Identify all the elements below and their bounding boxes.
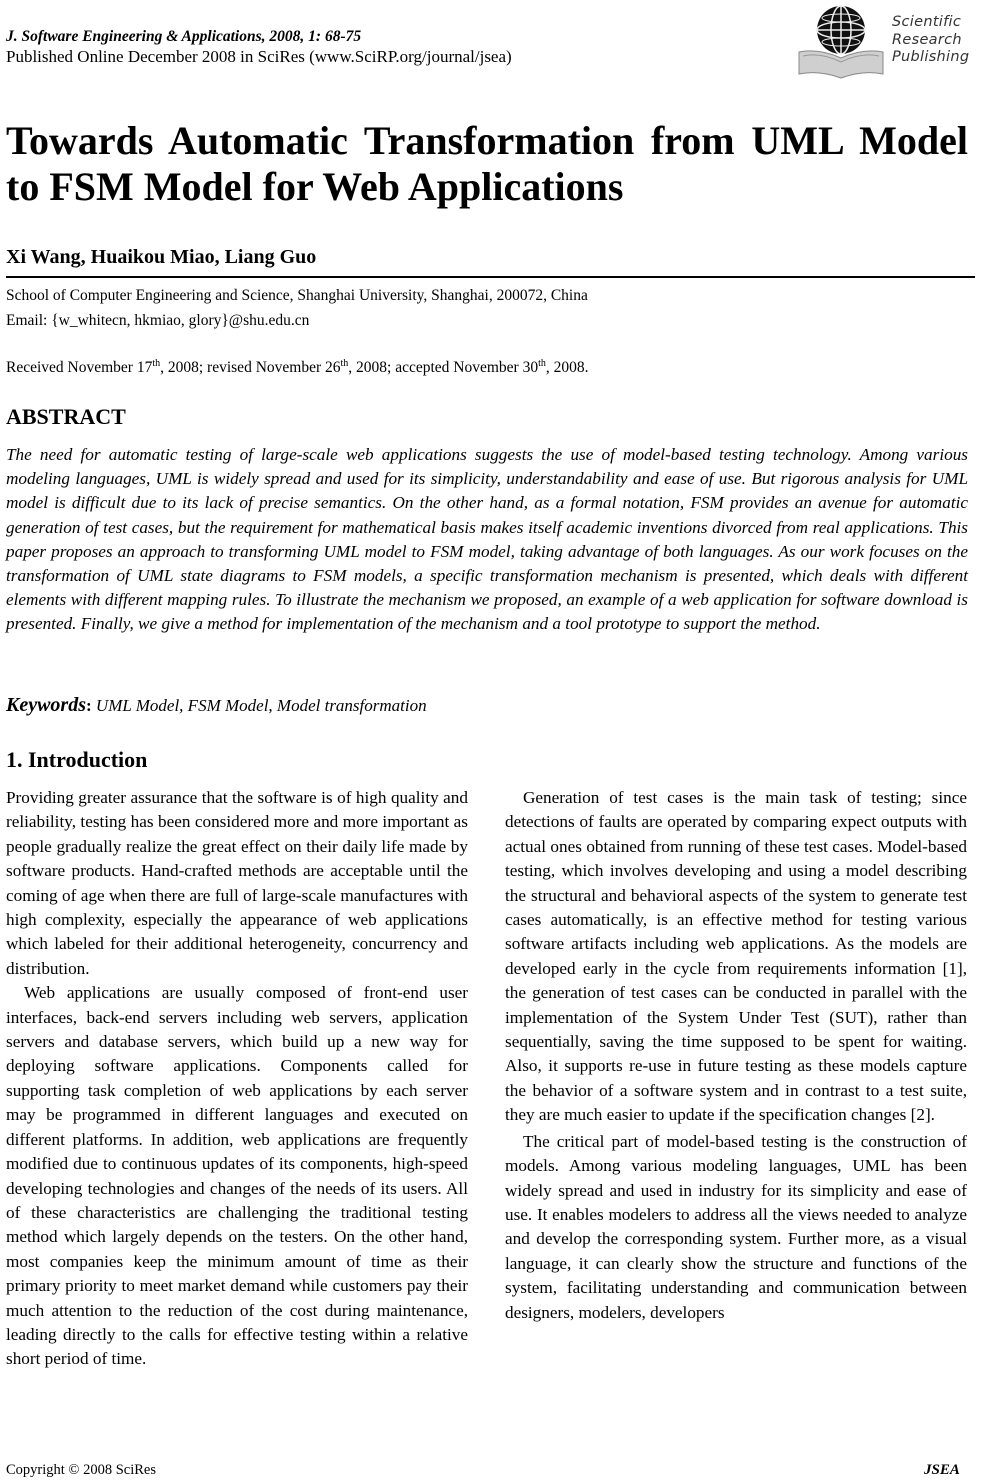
header-divider bbox=[6, 276, 975, 278]
paper-title: Towards Automatic Transformation from UML Model to FSM Model for Web Applications bbox=[6, 118, 968, 209]
published-online-line: Published Online December 2008 in SciRes (www.SciRP.org/journal/jsea) bbox=[6, 47, 512, 66]
footer-copyright: Copyright © 2008 SciRes bbox=[6, 1462, 156, 1478]
footer-journal-abbrev: JSEA bbox=[924, 1462, 960, 1478]
journal-citation bbox=[6, 28, 361, 46]
author-email: Email: {w_whitecn, hkmiao, glory}@shu.edu.cn bbox=[6, 312, 310, 329]
affiliation: School of Computer Engineering and Science, Shanghai University, Shanghai, 200072, China bbox=[6, 287, 588, 304]
journal-volume-pages: , 2008, 1: 68-75 bbox=[261, 28, 362, 45]
abstract-text: The need for automatic testing of large-scale web applications suggests the use of model-based testing technology. Among various modeling languages, UML is widely spread and used for its simplicity, understandability and ease of use. But rigorous analysis for UML model is difficult due to its lack of precise semantics. On the other hand, as a formal notation, FSM provides an avenue for automatic generation of test cases, but the requirement for mathematical basis makes itself academic inventions divorced from real applications. This paper proposes an approach to transforming UML model to FSM model, taking advantage of both languages. As our work focuses on the transformation of UML state diagrams to FSM models, a specific transformation mechanism is presented, which deals with different elements with different mapping rules. To illustrate the mechanism we proposed, an example of a web application for software download is presented. Finally, we give a method for implementation of the mechanism and a tool prototype to support the method. bbox=[6, 445, 968, 634]
section-heading-introduction: 1. Introduction bbox=[6, 747, 148, 772]
right-column bbox=[505, 786, 967, 1327]
keywords-label: Keywords bbox=[6, 694, 86, 716]
globe-book-icon bbox=[797, 0, 887, 80]
paragraph: Web applications are usually composed of front-end user interfaces, back-end servers including web servers, application servers and database servers, which build up a new way for deploying software applications. Components called for supporting task completion of web applications by each server may be programmed in different languages and executed on different platforms. In addition, web applications are frequently modified due to continuous updates of its components, high-speed developing technologies and changes of the needs of its users. All of these characteristics are challenging the traditional testing method which largely depends on the testers. On the other hand, most companies keep the minimum amount of time as their primary priority to meet market demand while customers pay their much attention to the reduction of the cost during maintenance, leading directly to the calls for effective testing within a relative short period of time. bbox=[6, 983, 468, 1369]
keywords-line: Keywords: UML Model, FSM Model, Model transformation bbox=[6, 694, 427, 716]
paragraph: Providing greater assurance that the software is of high quality and reliability, testing has been considered more and more important as people gradually realize the great effect on their daily life made by software products. Hand-crafted methods are acceptable until the coming of age when there are full of large-scale manufactures with high complexity, especially the appearance of web applications which labeled for their additional heterogeneity, concurrency and distribution. bbox=[6, 788, 468, 978]
author-list: Xi Wang, Huaikou Miao, Liang Guo bbox=[6, 246, 317, 268]
paragraph: Generation of test cases is the main task of testing; since detections of faults are operated by comparing expect outputs with actual ones obtained from running of these test cases. Model-based testing, which involves developing and using a model describing the structural and behavioral aspects of the system to generate test cases automatically, is an effective method for testing various software artifacts including web applications. As the models are developed early in the cycle from requirements information [1], the generation of test cases can be conducted in parallel with the implementation of the System Under Test (SUT), rather than sequentially, saving the time supposed to be spent for waiting. Also, it supports re-use in future testing as these models capture the behavior of a software system and in contrast to a test suite, they are much easier to update if the specification changes [2]. bbox=[505, 788, 967, 1125]
keywords-text: UML Model, FSM Model, Model transformation bbox=[91, 696, 427, 715]
received-dates: Received November 17th, 2008; revised November 26th, 2008; accepted November 30th, 2008. bbox=[6, 358, 589, 377]
paragraph: The critical part of model-based testing is the construction of models. Among various modeling languages, UML has been widely spread and used in industry for its simplicity and ease of use. It enables modelers to address all the views needed to analyze and develop the corresponding system. Further more, as a visual language, it can clearly show the structure and functions of the system, facilitating understanding and communication between designers, modelers, developers bbox=[505, 1131, 967, 1322]
logo-text: Scientific Research Publishing bbox=[892, 14, 970, 65]
scirp-logo bbox=[797, 0, 982, 80]
journal-name: J. Software Engineering & Applications bbox=[6, 28, 262, 45]
abstract-heading: ABSTRACT bbox=[6, 404, 126, 429]
left-column bbox=[6, 786, 468, 1372]
